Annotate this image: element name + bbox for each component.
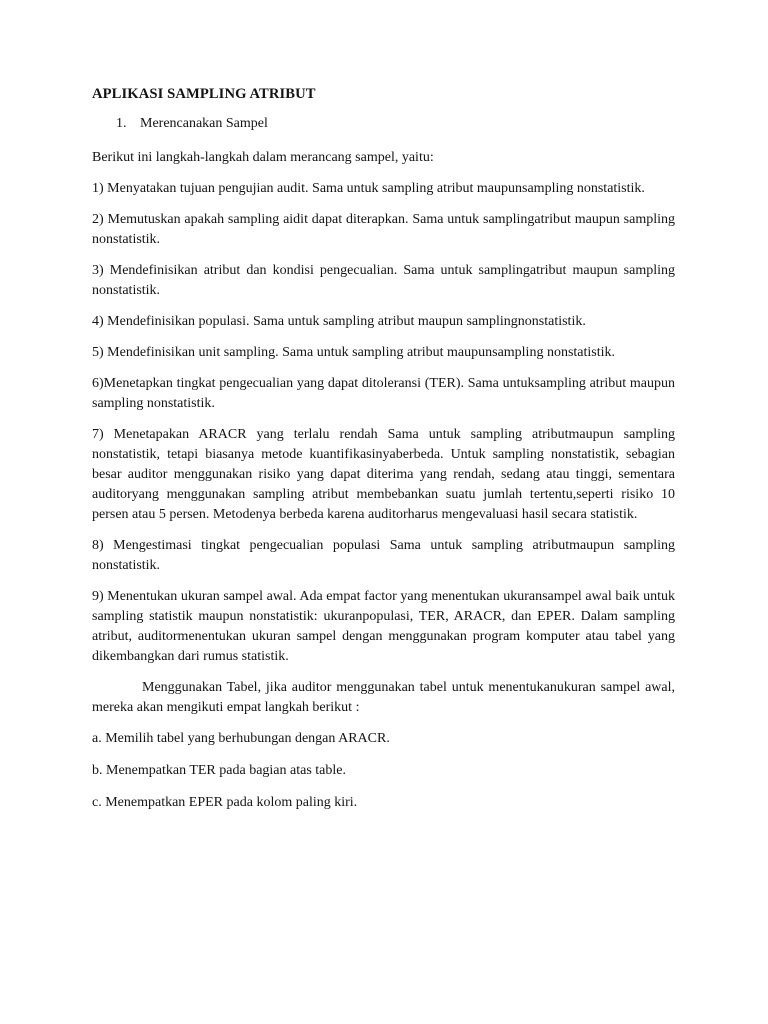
section-number: 1.: [116, 116, 127, 131]
table-note-paragraph: Menggunakan Tabel, jika auditor menggunakan tabel untuk menentukanukuran sampel awal, mereka akan mengikuti empat langkah berikut :: [92, 680, 675, 715]
step-paragraph-7: 7) Menetapakan ARACR yang terlalu rendah Sama untuk sampling atributmaupun sampling nonstatistik, tetapi biasanya metode kuantifikasinyaberbeda. Untuk sampling nonstatistik, sebagian besar auditor menggunakan risiko yang dapat diterima yang rendah, sedang atau tinggi, sementara auditoryang menggunakan sampling atribut membebankan suatu jumlah tertentu,seperti risiko 10 persen atau 5 persen. Metodenya berbeda karena auditorharus mengevaluasi hasil secara statistik.: [92, 427, 675, 522]
substep-a: a. Memilih tabel yang berhubungan dengan ARACR.: [92, 731, 390, 746]
step-paragraph-1: 1) Menyatakan tujuan pengujian audit. Sama untuk sampling atribut maupunsampling nonstatistik.: [92, 181, 645, 196]
step-paragraph-2: 2) Memutuskan apakah sampling aidit dapat diterapkan. Sama untuk samplingatribut maupun sampling nonstatistik.: [92, 212, 675, 247]
section-label: Merencanakan Sampel: [140, 116, 268, 131]
step-paragraph-6: 6)Menetapkan tingkat pengecualian yang dapat ditoleransi (TER). Sama untuksampling atribut maupun sampling nonstatistik.: [92, 376, 675, 411]
step-paragraph-5: 5) Mendefinisikan unit sampling. Sama untuk sampling atribut maupunsampling nonstatistik.: [92, 345, 616, 360]
step-paragraph-9: 9) Menentukan ukuran sampel awal. Ada empat factor yang menentukan ukuransampel awal baik untuk sampling statistik maupun nonstatistik: ukuranpopulasi, TER, ARACR, dan EPER. Dalam sampling atribut, auditormenentukan ukuran sampel dengan menggunakan program komputer atau tabel yang dikembangkan dari rumus statistik.: [92, 589, 675, 664]
document-title: APLIKASI SAMPLING ATRIBUT: [92, 86, 316, 102]
substep-c: c. Menempatkan EPER pada kolom paling kiri.: [92, 795, 358, 810]
step-paragraph-3: 3) Mendefinisikan atribut dan kondisi pengecualian. Sama untuk samplingatribut maupun sampling nonstatistik.: [92, 263, 675, 298]
intro-paragraph: Berikut ini langkah-langkah dalam merancang sampel, yaitu:: [92, 150, 434, 165]
document-body: [92, 84, 675, 825]
step-paragraph-4: 4) Mendefinisikan populasi. Sama untuk sampling atribut maupun samplingnonstatistik.: [92, 314, 586, 329]
substep-b: b. Menempatkan TER pada bagian atas table.: [92, 763, 346, 778]
step-paragraph-8: 8) Mengestimasi tingkat pengecualian populasi Sama untuk sampling atributmaupun sampling nonstatistik.: [92, 538, 675, 573]
section-heading: [92, 114, 675, 134]
